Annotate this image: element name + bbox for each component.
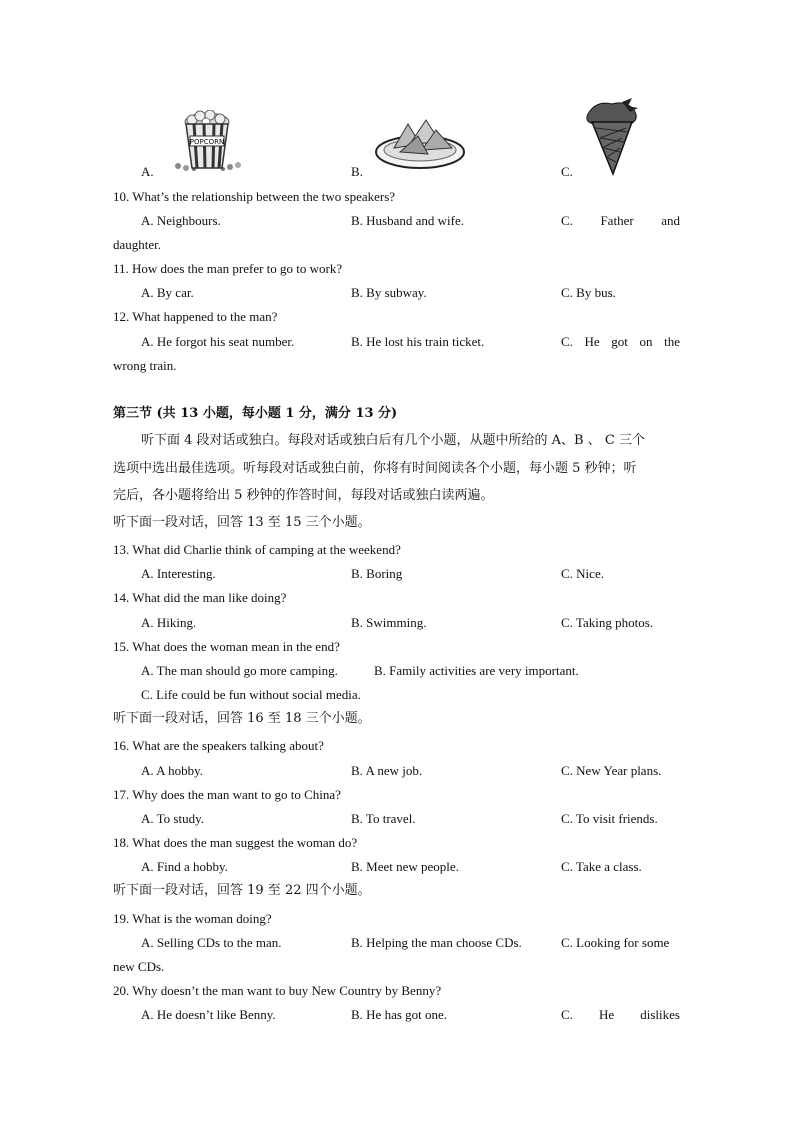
section3-intro-line3: 完后，各小题将给出 5 秒钟的作答时间，每段对话或独白读两遍。: [113, 488, 494, 503]
q20-c-word2: dislikes: [640, 1007, 680, 1022]
q10-c-word1: Father: [600, 213, 634, 228]
q16-stem: 16. What are the speakers talking about?: [113, 738, 324, 753]
q10-c-word2: and: [661, 213, 680, 228]
q20-option-a: A. He doesn’t like Benny.: [141, 1007, 276, 1022]
q14-option-a: A. Hiking.: [141, 615, 197, 630]
q10-option-c: [561, 213, 680, 229]
q17-option-a: A. To study.: [141, 811, 205, 826]
q10-stem: 10. What’s the relationship between the two speakers?: [113, 189, 396, 204]
q19-option-b: B. Helping the man choose CDs.: [351, 935, 522, 950]
q14-option-c: C. Taking photos.: [561, 615, 654, 630]
q16-option-c: C. New Year plans.: [561, 763, 662, 778]
q12-option-a: A. He forgot his seat number.: [141, 334, 295, 349]
section3-intro-line2: 选项中选出最佳选项。听每段对话或独白前，你将有时间阅读各个小题，每小题 5 秒钟；听: [113, 461, 637, 476]
q9-option-a: A.: [141, 164, 154, 179]
q9-option-b: B.: [351, 164, 363, 179]
q19-option-c-cont: new CDs.: [113, 959, 165, 974]
q14-option-b: B. Swimming.: [351, 615, 427, 630]
q15-stem: 15. What does the woman mean in the end?: [113, 639, 340, 654]
q12-c-word2: got: [611, 334, 628, 349]
q10-option-a: A. Neighbours.: [141, 213, 221, 228]
svg-text:POPCORN: POPCORN: [189, 138, 225, 146]
q12-c-word3: on: [639, 334, 653, 349]
q11-option-b: B. By subway.: [351, 285, 427, 300]
q20-option-c: [561, 1007, 680, 1023]
q11-stem: 11. How does the man prefer to go to work?: [113, 261, 343, 276]
q19-option-c: C. Looking for some: [561, 935, 670, 950]
q17-option-c: C. To visit friends.: [561, 811, 658, 826]
q13-option-c: C. Nice.: [561, 566, 604, 581]
dialog-heading-13-15: 听下面一段对话，回答 13 至 15 三个小题。: [113, 515, 371, 530]
chips-plate-icon: [374, 114, 466, 170]
q19-stem: 19. What is the woman doing?: [113, 911, 272, 926]
popcorn-icon: [168, 110, 246, 172]
q10-option-b: B. Husband and wife.: [351, 213, 465, 228]
q14-stem: 14. What did the man like doing?: [113, 590, 287, 605]
q13-stem: 13. What did Charlie think of camping at the weekend?: [113, 542, 401, 557]
q11-option-c: C. By bus.: [561, 285, 616, 300]
q12-c-word1: He: [584, 334, 600, 349]
q15-option-a: A. The man should go more camping.: [141, 663, 338, 678]
q15-option-b: B. Family activities are very important.: [374, 663, 579, 678]
q18-option-a: A. Find a hobby.: [141, 859, 228, 874]
q11-option-a: A. By car.: [141, 285, 194, 300]
q13-option-b: B. Boring: [351, 566, 403, 581]
q15-option-c: C. Life could be fun without social media.: [141, 687, 361, 702]
q18-stem: 18. What does the man suggest the woman do?: [113, 835, 358, 850]
q12-c-word4: the: [664, 334, 680, 349]
q12-option-c-cont: wrong train.: [113, 358, 177, 373]
q18-option-c: C. Take a class.: [561, 859, 642, 874]
q20-c-label: C.: [561, 1007, 573, 1022]
q9-option-c: C.: [561, 164, 573, 179]
q18-option-b: B. Meet new people.: [351, 859, 459, 874]
q10-c-label: C.: [561, 213, 573, 228]
dialog-heading-19-22: 听下面一段对话，回答 19 至 22 四个小题。: [113, 883, 371, 898]
q13-option-a: A. Interesting.: [141, 566, 216, 581]
q16-option-a: A. A hobby.: [141, 763, 203, 778]
q20-option-b: B. He has got one.: [351, 1007, 448, 1022]
q10-option-c-cont: daughter.: [113, 237, 162, 252]
dialog-heading-16-18: 听下面一段对话，回答 16 至 18 三个小题。: [113, 711, 371, 726]
q12-c-label: C.: [561, 334, 573, 349]
q12-option-b: B. He lost his train ticket.: [351, 334, 485, 349]
q20-stem: 20. Why doesn’t the man want to buy New Country by Benny?: [113, 983, 442, 998]
q20-c-word1: He: [599, 1007, 615, 1022]
q12-option-c: [561, 334, 680, 350]
section3-title: 第三节 (共 13 小题，每小题 1 分，满分 13 分): [113, 406, 398, 421]
q17-option-b: B. To travel.: [351, 811, 416, 826]
q17-stem: 17. Why does the man want to go to China?: [113, 787, 341, 802]
q12-stem: 12. What happened to the man?: [113, 309, 278, 324]
q19-option-a: A. Selling CDs to the man.: [141, 935, 282, 950]
ice-cream-icon: [582, 98, 642, 178]
section3-intro-line1: 听下面 4 段对话或独白。每段对话或独白后有几个小题，从题中所给的 A、B 、 C 三个: [141, 433, 645, 448]
q16-option-b: B. A new job.: [351, 763, 423, 778]
